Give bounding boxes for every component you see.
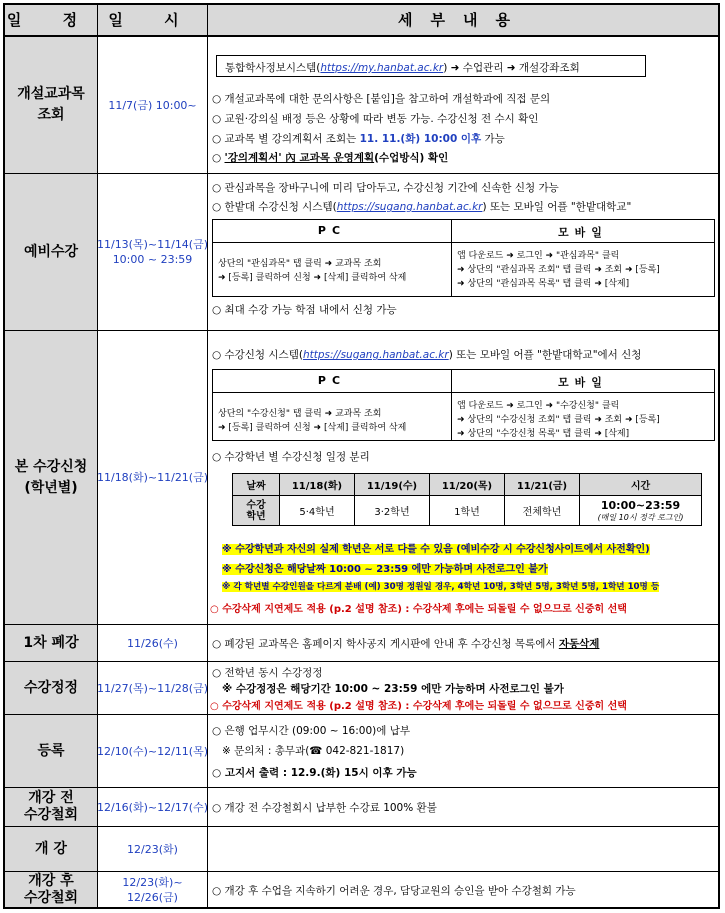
mobile-step-3: ➜ 상단의 "관심과목 목록" 탭 클릭 ➜ [삭제]	[457, 279, 630, 289]
adjust-line-1: ○ 전학년 동시 수강정정	[212, 667, 323, 679]
sched-head-day: 11/21(금)	[505, 474, 580, 496]
sched-head-time: 시간	[580, 474, 702, 496]
mobile-step-2: ➜ 상단의 "수강신청 조회" 탭 클릭 ➜ 조회 ➜ [등록]	[457, 415, 660, 425]
sched-head-day: 11/19(수)	[355, 474, 430, 496]
schedule-table	[3, 3, 720, 909]
pc-step-1: 상단의 "수강신청" 탭 클릭 ➜ 교과목 조회	[218, 409, 382, 419]
row-title: 개설교과목 조회	[5, 37, 97, 173]
row-title: 예비수강	[5, 174, 97, 330]
sched-head-day: 11/18(화)	[280, 474, 355, 496]
mobile-box	[451, 219, 715, 297]
pc-box	[212, 219, 452, 297]
sched-cell: 1학년	[430, 496, 505, 526]
portal-link[interactable]: https://my.hanbat.ac.kr	[320, 62, 444, 74]
row-date: 12/16(화)~12/17(수)	[96, 800, 209, 814]
pre-line-2: ○ 한밭대 수강신청 시스템(https://sugang.hanbat.ac.kr) 또는 모바일 어플 "한밭대학교"	[212, 201, 632, 213]
row-withdraw-after	[5, 872, 718, 907]
register-line-1: ○ 은행 업무시간 (09:00 ~ 16:00)에 납부	[212, 725, 410, 737]
sched-cell: 전체학년	[505, 496, 580, 526]
row-course-lookup	[5, 37, 718, 174]
sched-time: 10:00~23:59	[600, 498, 681, 512]
note-4: ○ 수강삭제 지연제도 적용 (p.2 설명 참조) : 수강삭제 후에는 되돌릴 수 없으므로 신중히 선택	[210, 604, 627, 615]
mobile-step-2: ➜ 상단의 "관심과목 조회" 탭 클릭 ➜ 조회 ➜ [등록]	[457, 265, 660, 275]
row-title: 개강 후 수강철회	[5, 872, 97, 907]
grade-schedule-table	[232, 473, 702, 526]
row-date: 12/23(화)~ 12/26(금)	[122, 875, 183, 904]
mobile-step-1: 앱 다운로드 ➜ 로그인 ➜ "수강신청" 클릭	[457, 401, 620, 411]
register-line-3: ○ 고지서 출력 : 12.9.(화) 15시 이후 가능	[212, 767, 417, 779]
note-3: ※ 각 학년별 수강인원을 다르게 분배 (예) 30명 정원일 경우, 4학년 10명, 3학년 5명, 3학년 5명, 1학년 10명 등	[222, 582, 660, 592]
path-suffix: ) ➜ 수업관리 ➜ 개설강좌조회	[443, 62, 580, 74]
pc-heading: PC	[317, 374, 347, 387]
pre-line-1: ○ 관심과목을 장바구니에 미리 담아두고, 수강신청 기간에 신속한 신청 가능	[212, 182, 559, 194]
mobile-box	[451, 369, 715, 441]
row-date: 11/7(금) 10:00~	[108, 98, 197, 112]
row-pre-registration	[5, 174, 718, 331]
withdraw-after-line-1: ○ 개강 후 수업을 지속하기 어려운 경우, 담당교원의 승인을 받아 수강철회 가능	[212, 885, 576, 897]
adjust-line-3: ○ 수강삭제 지연제도 적용 (p.2 설명 참조) : 수강삭제 후에는 되돌릴 수 없으므로 신중히 선택	[210, 701, 627, 712]
row-details	[208, 827, 718, 871]
mobile-heading: 모바일	[558, 376, 608, 389]
note-2: ※ 수강신청은 해당날짜 10:00 ~ 23:59 에만 가능하며 사전로그인 불가	[222, 564, 548, 575]
mobile-step-3: ➜ 상단의 "수강신청 목록" 탭 클릭 ➜ [삭제]	[457, 429, 630, 439]
row-title: 등록	[5, 715, 97, 787]
row-first-closure	[5, 625, 718, 662]
close-line-1: ○ 폐강된 교과목은 홈페이지 학사공지 게시판에 안내 후 수강신청 목록에서 자동삭제	[212, 638, 600, 650]
pre-line-3: ○ 최대 수강 가능 학점 내에서 신청 가능	[212, 304, 397, 316]
open-line-2: ○ 교원·강의실 배정 등은 상황에 따라 변동 가능. 수강신청 전 수시 확인	[212, 113, 539, 125]
sched-time-cell	[580, 496, 702, 526]
row-title: 수강정정	[5, 662, 97, 714]
row-details	[208, 331, 718, 624]
sugang-link[interactable]: https://sugang.hanbat.ac.kr	[336, 201, 483, 213]
row-date: 12/10(수)~12/11(목)	[96, 744, 209, 758]
column-divider	[207, 5, 208, 907]
row-date: 11/18(화)~11/21(금)	[96, 471, 209, 484]
sched-head-date: 날짜	[233, 474, 280, 496]
header-schedule: 일 정	[6, 11, 96, 29]
row-title: 1차 폐강	[5, 625, 97, 661]
row-details	[208, 37, 718, 173]
row-date: 11/13(목)~11/14(금) 10:00 ~ 23:59	[96, 238, 209, 266]
pc-heading: PC	[317, 224, 347, 237]
row-payment	[5, 715, 718, 788]
open-line-1: ○ 개설교과목에 대한 문의사항은 [붙임]을 참고하여 개설학과에 직접 문의	[212, 93, 551, 105]
main-line-1: ○ 수강신청 시스템(https://sugang.hanbat.ac.kr) 또는 모바일 어플 "한밭대학교"에서 신청	[212, 349, 642, 361]
row-course-start	[5, 827, 718, 872]
header-datetime: 일 시	[108, 11, 197, 29]
sched-row-label: 수강 학년	[233, 496, 280, 526]
mobile-step-1: 앱 다운로드 ➜ 로그인 ➜ "관심과목" 클릭	[457, 251, 620, 261]
row-details	[208, 662, 718, 714]
withdraw-before-line-1: ○ 개강 전 수강철회시 납부한 수강료 100% 환불	[212, 802, 437, 814]
row-adjustment	[5, 662, 718, 715]
row-details	[208, 174, 718, 330]
row-details	[208, 715, 718, 787]
row-title: 개강 전 수강철회	[5, 788, 97, 826]
adjust-line-2: ※ 수강정정은 해당기간 10:00 ~ 23:59 에만 가능하며 사전로그인 불가	[222, 683, 564, 695]
row-main-registration	[5, 331, 718, 625]
path-box	[216, 55, 646, 77]
sched-cell: 3·2학년	[355, 496, 430, 526]
pc-box	[212, 369, 452, 441]
pc-step-2: ➜ [등록] 클릭하여 신청 ➜ [삭제] 클릭하여 삭제	[218, 273, 407, 283]
row-date: 12/23(화)	[127, 842, 178, 856]
sched-cell: 5·4학년	[280, 496, 355, 526]
register-line-2: ※ 문의처 : 총무과(☎ 042-821-1817)	[222, 745, 405, 757]
row-details	[208, 788, 718, 826]
row-date: 11/26(수)	[127, 636, 178, 650]
header-details: 세부내용	[398, 11, 528, 29]
sugang-link[interactable]: https://sugang.hanbat.ac.kr	[302, 349, 449, 361]
open-line-4: ○ '강의계획서' 內 교과목 운영계획(수업방식) 확인	[212, 152, 449, 164]
row-title: 본 수강신청 (학년별)	[5, 331, 97, 624]
note-1: ※ 수강학년과 자신의 실제 학년은 서로 다를 수 있음 (예비수강 시 수강신청사이트에서 사전확인)	[222, 544, 650, 555]
main-line-2: ○ 수강학년 별 수강신청 일정 분리	[212, 451, 370, 463]
row-title: 개 강	[5, 827, 97, 871]
sched-time-note: (매일 10시 정각 로그인)	[597, 512, 684, 522]
sched-head-day: 11/20(목)	[430, 474, 505, 496]
path-prefix: 통합학사정보시스템(	[225, 62, 321, 74]
column-divider	[97, 5, 98, 907]
mobile-heading: 모바일	[558, 226, 608, 239]
row-withdraw-before	[5, 788, 718, 827]
row-details	[208, 625, 718, 661]
row-details	[208, 872, 718, 907]
table-header	[5, 5, 718, 37]
pc-step-1: 상단의 "관심과목" 탭 클릭 ➜ 교과목 조회	[218, 259, 382, 269]
pc-step-2: ➜ [등록] 클릭하여 신청 ➜ [삭제] 클릭하여 삭제	[218, 423, 407, 433]
row-date: 11/27(목)~11/28(금)	[96, 681, 209, 695]
open-line-3: ○ 교과목 별 강의계획서 조회는 11. 11.(화) 10:00 이후 가능	[212, 133, 505, 145]
